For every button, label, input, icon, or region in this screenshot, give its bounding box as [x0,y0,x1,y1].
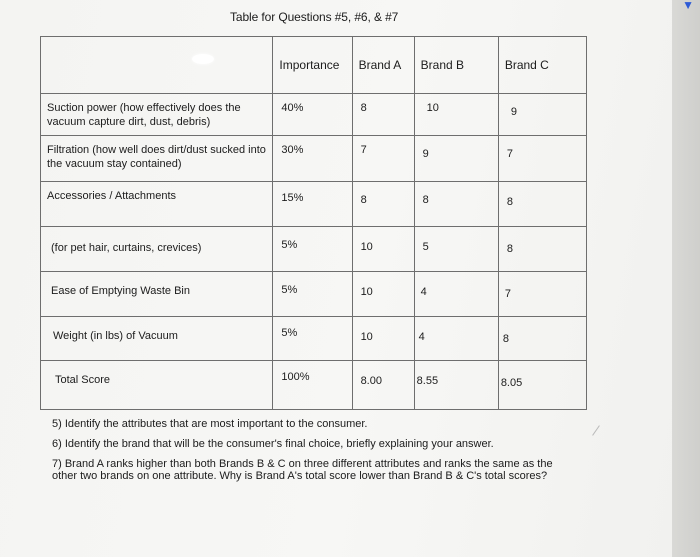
table-title: Table for Questions #5, #6, & #7 [230,10,399,24]
brand-b-cell: 4 [414,272,498,317]
table-row [41,272,587,317]
attribute-cell: Ease of Emptying Waste Bin [41,272,273,317]
importance-cell: 5% [273,317,352,361]
header-blank [41,37,273,94]
importance-cell: 30% [273,136,352,182]
brand-c-cell: 9 [498,94,586,136]
brand-c-cell: 8 [498,227,586,272]
brand-a-cell: 7 [352,136,414,182]
attribute-table [40,36,587,410]
brand-a-cell: 10 [352,317,414,361]
question-6: 6) Identify the brand that will be the consumer's final choice, briefly explaining your answer. [52,438,494,450]
table-row [41,94,587,136]
brand-b-cell: 4 [414,317,498,361]
brand-b-cell: 8 [414,182,498,227]
table-header-row [41,37,587,94]
brand-c-cell: 8.05 [498,361,586,410]
header-brand-b: Brand B [414,37,498,94]
page-edge [672,0,700,557]
glare-spot [192,54,214,64]
importance-cell: 5% [273,227,352,272]
importance-cell: 40% [273,94,352,136]
importance-cell: 100% [273,361,352,410]
attribute-cell: Suction power (how effectively does the vacuum capture dirt, dust, debris) [41,94,273,136]
brand-b-cell: 5 [414,227,498,272]
table-row [41,317,587,361]
brand-c-cell: 8 [498,317,586,361]
attribute-cell: Accessories / Attachments [41,182,273,227]
header-brand-a: Brand A [352,37,414,94]
question-list [52,418,572,490]
brand-b-cell: 10 [414,94,498,136]
table-row [41,227,587,272]
importance-cell: 5% [273,272,352,317]
cursor-arrow-icon: ▼ [682,0,694,12]
attribute-cell: (for pet hair, curtains, crevices) [41,227,273,272]
question-5: 5) Identify the attributes that are most important to the consumer. [52,418,368,430]
brand-a-cell: 10 [352,227,414,272]
brand-a-cell: 8 [352,182,414,227]
table-row [41,182,587,227]
table-row [41,136,587,182]
table-row-total [41,361,587,410]
brand-b-cell: 8.55 [414,361,498,410]
brand-b-cell: 9 [414,136,498,182]
brand-c-cell: 7 [498,136,586,182]
header-importance: Importance [273,37,352,94]
brand-a-cell: 8 [352,94,414,136]
header-brand-c: Brand C [498,37,586,94]
attribute-cell: Weight (in lbs) of Vacuum [41,317,273,361]
brand-c-cell: 8 [498,182,586,227]
attribute-cell: Total Score [41,361,273,410]
brand-c-cell: 7 [498,272,586,317]
attribute-cell: Filtration (how well does dirt/dust sucked into the vacuum stay contained) [41,136,273,182]
importance-cell: 15% [273,182,352,227]
brand-a-cell: 10 [352,272,414,317]
brand-a-cell: 8.00 [352,361,414,410]
question-7: 7) Brand A ranks higher than both Brands B & C on three different attributes and ranks the same as the other two brands on one attribute. Why is Brand A's total score lower than Brand B & C's total scores? [52,458,553,482]
